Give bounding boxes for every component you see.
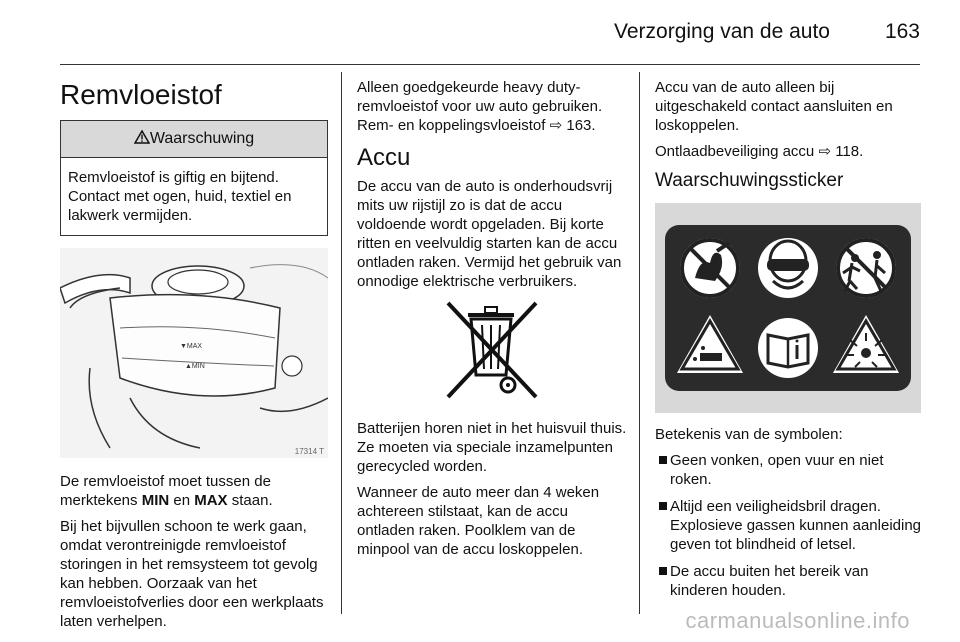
- text: .: [591, 117, 596, 134]
- warning-box: [60, 120, 328, 236]
- max-mark: MAX: [194, 492, 228, 509]
- list-item: [655, 562, 923, 600]
- text: Alleen goedgekeurde heavy duty-remvloeistof voor uw auto gebruiken. Rem- en koppelingsvloeistof: [357, 79, 603, 134]
- bullet-icon: [659, 456, 667, 464]
- symbols-intro: Betekenis van de symbolen:: [655, 426, 843, 443]
- text: Ontlaadbeveiliging accu: [655, 143, 819, 160]
- read-manual-symbol-icon: [758, 318, 818, 378]
- bullet-icon: [659, 502, 667, 510]
- text: .: [859, 143, 864, 160]
- no-fire-symbol-icon: [680, 238, 740, 298]
- safety-goggles-symbol-icon: [758, 238, 818, 298]
- paragraph: De accu van de auto is onderhoudsvrij mits uw rijstijl zo is dat de accu voldoende wordt opgeladen. Bij korte ritten en veelvuldig starten kan de accu ontladen raken. Vermijd het gebruik van onnodige elektrische verbruikers.: [357, 178, 622, 290]
- symbols-list: [655, 451, 923, 600]
- battery-warning-sticker-image: [655, 203, 921, 413]
- section-heading-accu: Accu: [357, 144, 411, 171]
- keep-away-children-symbol-icon: [836, 238, 896, 298]
- paragraph: Accu van de auto alleen bij uitgeschakeld contact aansluiten en loskoppelen.: [655, 79, 893, 134]
- page-ref-link[interactable]: 118: [835, 143, 860, 160]
- warning-text: Remvloeistof is giftig en bijtend. Contact met ogen, huid, textiel en lakwerk vermijden.: [68, 169, 292, 224]
- list-item-text: De accu buiten het bereik van kinderen houden.: [670, 563, 869, 599]
- column-divider: [639, 72, 640, 614]
- image-code: 17314 T: [294, 447, 324, 456]
- list-item-text: Geen vonken, open vuur en niet roken.: [670, 452, 884, 488]
- page-ref-arrow-icon: ⇨: [818, 143, 836, 160]
- paragraph: Bij het bijvullen schoon te werk gaan, omdat verontreinigde remvloeistof storingen in het remsysteem tot gevolg kan hebben. Oorzaak van het remvloeistofverlies door een werkplaats laten verhelpen.: [60, 518, 324, 630]
- crossed-out-bin-icon: [438, 299, 546, 401]
- page-ref-link[interactable]: 163: [566, 117, 592, 134]
- paragraph: Batterijen horen niet in het huisvuil thuis. Ze moeten via speciale inzamelpunten gerecycled worden.: [357, 420, 627, 475]
- svg-text:▲MIN: ▲MIN: [185, 363, 205, 370]
- svg-text:▼MAX: ▼MAX: [180, 343, 203, 350]
- column-right: [655, 78, 923, 608]
- min-mark: MIN: [141, 492, 170, 509]
- bullet-icon: [659, 567, 667, 575]
- section-heading-waarschuwingssticker: Waarschuwingssticker: [655, 170, 844, 191]
- list-item: [655, 451, 923, 489]
- warning-header: [61, 121, 327, 158]
- warning-triangle-icon: [134, 130, 150, 144]
- page-header: [60, 0, 920, 65]
- paragraph: [60, 472, 328, 510]
- list-item: [655, 497, 923, 554]
- paragraph: [655, 142, 923, 161]
- warning-title: Waarschuwing: [149, 130, 255, 147]
- text: en: [169, 492, 195, 509]
- paragraph: [357, 78, 627, 135]
- page-number: 163: [884, 20, 920, 43]
- column-left: [60, 78, 328, 638]
- column-middle: [357, 78, 627, 566]
- watermark: carmanualsonline.info: [685, 608, 910, 633]
- section-heading-remvloeistof: Remvloeistof: [60, 79, 222, 110]
- page-ref-arrow-icon: ⇨: [549, 117, 567, 134]
- brake-fluid-reservoir-image: [60, 248, 328, 458]
- header-title: Verzorging van de auto: [614, 20, 830, 43]
- text: staan.: [227, 492, 273, 509]
- text: De remvloeistof moet tussen de merktekens: [60, 473, 271, 509]
- list-item-text: Altijd een veiligheidsbril dragen. Explosieve gassen kunnen aanleiding geven tot blindheid of letsel.: [670, 498, 922, 553]
- paragraph: Wanneer de auto meer dan 4 weken achtereen stilstaat, kan de accu ontladen raken. Poolklem van de minpool van de accu loskoppelen.: [357, 484, 600, 558]
- column-divider: [341, 72, 342, 614]
